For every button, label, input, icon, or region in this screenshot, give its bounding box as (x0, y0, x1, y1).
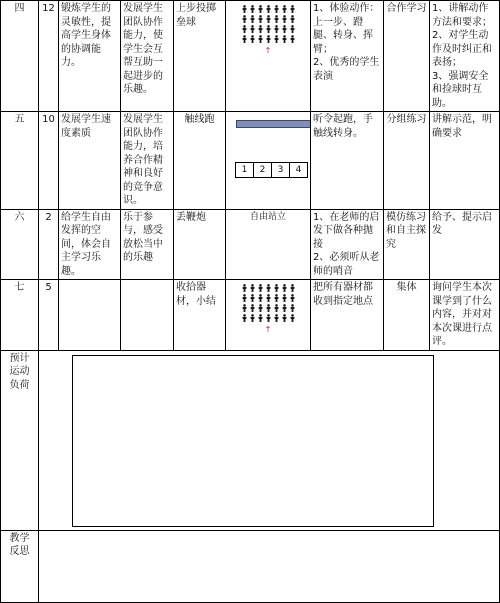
student-row (242, 25, 295, 33)
student-icon (290, 35, 295, 43)
student-icon (250, 304, 255, 312)
student-icon (242, 294, 247, 302)
lane-2: 2 (253, 162, 272, 178)
activity-cell: 触线跑 (174, 112, 226, 210)
teacher-icon: ↑ (264, 325, 272, 334)
minutes-cell: 2 (39, 209, 59, 280)
load-label: 预计 运动 负荷 (1, 350, 39, 530)
student-row (242, 5, 295, 13)
guidance-cell: 询问学生本次课学到了什么内容，并对对本次课进行点评。 (430, 280, 500, 351)
student-icon (274, 35, 279, 43)
student-row (242, 314, 295, 322)
moral-cell: 发展学生团队协作能力，使学生会互帮互助一起进步的乐趣。 (121, 1, 174, 112)
moral-cell: 乐于参与，感受放松当中的乐趣 (121, 209, 174, 280)
load-row (1, 350, 500, 530)
activity-cell: 丢鞭炮 (174, 209, 226, 280)
minutes-cell: 12 (39, 1, 59, 112)
student-row (242, 35, 295, 43)
start-line-bar (236, 120, 311, 128)
free-stand-diagram: 自由站立 (226, 209, 311, 280)
method-cell: 1、在老师的启发下做各种抛接 2、必须听从老师的哨音 (311, 209, 384, 280)
section-cell: 六 (1, 209, 39, 280)
relay-diagram (226, 112, 311, 210)
lane-4: 4 (289, 162, 308, 178)
student-icon (290, 314, 295, 322)
moral-cell (121, 280, 174, 351)
student-icon (290, 5, 295, 13)
student-icon (290, 25, 295, 33)
student-icon (282, 294, 287, 302)
student-icon (258, 304, 263, 312)
student-icon (282, 314, 287, 322)
student-icon (266, 294, 271, 302)
student-icon (250, 284, 255, 292)
formation-diagram (226, 280, 311, 351)
student-icon (282, 304, 287, 312)
organization-cell: 合作学习 (384, 1, 430, 112)
student-icon (250, 35, 255, 43)
student-row (242, 294, 295, 302)
organization-cell: 集体 (384, 280, 430, 351)
student-icon (282, 5, 287, 13)
teacher-icon: ↑ (264, 46, 272, 55)
student-icon (250, 294, 255, 302)
goal-cell (59, 280, 121, 351)
student-icon (242, 25, 247, 33)
goal-cell: 给学生自由发挥的空间，体会自主学习乐趣。 (59, 209, 121, 280)
student-icon (258, 284, 263, 292)
reflection-row (1, 530, 500, 602)
student-icon (258, 294, 263, 302)
student-icon (290, 294, 295, 302)
minutes-cell: 10 (39, 112, 59, 210)
student-row (242, 284, 295, 292)
student-icon (242, 314, 247, 322)
student-icon (282, 284, 287, 292)
student-icon (266, 284, 271, 292)
reflection-label: 教学 反思 (1, 530, 39, 602)
student-icon (258, 5, 263, 13)
student-icon (274, 294, 279, 302)
student-icon (282, 15, 287, 23)
student-icon (242, 5, 247, 13)
student-icon (274, 5, 279, 13)
organization-cell: 模仿练习和自主探究 (384, 209, 430, 280)
method-cell: 把所有器材都收到指定地点 (311, 280, 384, 351)
guidance-cell: 讲解示范，明确要求 (430, 112, 500, 210)
goal-cell: 锻炼学生的灵敏性，提高学生身体的协调能力。 (59, 1, 121, 112)
student-icon (274, 25, 279, 33)
student-icon (274, 314, 279, 322)
method-cell: 听令起跑，手触线转身。 (311, 112, 384, 210)
student-icon (266, 314, 271, 322)
student-icon (242, 35, 247, 43)
student-icon (258, 314, 263, 322)
section-cell: 四 (1, 1, 39, 112)
student-icon (250, 314, 255, 322)
student-icon (250, 25, 255, 33)
student-icon (290, 304, 295, 312)
student-icon (266, 35, 271, 43)
moral-cell: 发展学生团队协作能力，培养合作精神和良好的竞争意识。 (121, 112, 174, 210)
section-cell: 五 (1, 112, 39, 210)
method-cell: 1、体验动作：上一步、蹬腿、转身、挥臂； 2、优秀的学生表演 (311, 1, 384, 112)
student-icon (274, 15, 279, 23)
student-icon (258, 25, 263, 33)
lane-markers (236, 162, 308, 178)
table-row (1, 280, 500, 351)
guidance-cell: 给予、提示启发 (430, 209, 500, 280)
table-row (1, 112, 500, 210)
student-icon (282, 25, 287, 33)
lane-3: 3 (271, 162, 290, 178)
table-row (1, 1, 500, 112)
activity-cell: 上步投掷垒球 (174, 1, 226, 112)
student-icon (266, 5, 271, 13)
student-icon (250, 15, 255, 23)
organization-cell: 分组练习 (384, 112, 430, 210)
student-icon (242, 284, 247, 292)
student-icon (258, 15, 263, 23)
student-icon (250, 5, 255, 13)
load-chart-area (39, 350, 500, 530)
reflection-area (39, 530, 500, 602)
student-row (242, 304, 295, 312)
lane-1: 1 (235, 162, 254, 178)
student-icon (282, 35, 287, 43)
student-icon (266, 25, 271, 33)
formation-diagram (226, 1, 311, 112)
goal-cell: 发展学生速度素质 (59, 112, 121, 210)
student-icon (290, 284, 295, 292)
student-icon (242, 304, 247, 312)
student-icon (274, 304, 279, 312)
student-row (242, 15, 295, 23)
student-icon (258, 35, 263, 43)
student-icon (242, 15, 247, 23)
student-icon (266, 304, 271, 312)
activity-cell: 收拾器材，小结 (174, 280, 226, 351)
student-icon (274, 284, 279, 292)
minutes-cell: 5 (39, 280, 59, 351)
table-row (1, 209, 500, 280)
student-icon (266, 15, 271, 23)
guidance-cell: 1、讲解动作方法和要求； 2、对学生动作及时纠正和表扬； 3、强调安全和捡球时互助。 (430, 1, 500, 112)
student-icon (290, 15, 295, 23)
section-cell: 七 (1, 280, 39, 351)
